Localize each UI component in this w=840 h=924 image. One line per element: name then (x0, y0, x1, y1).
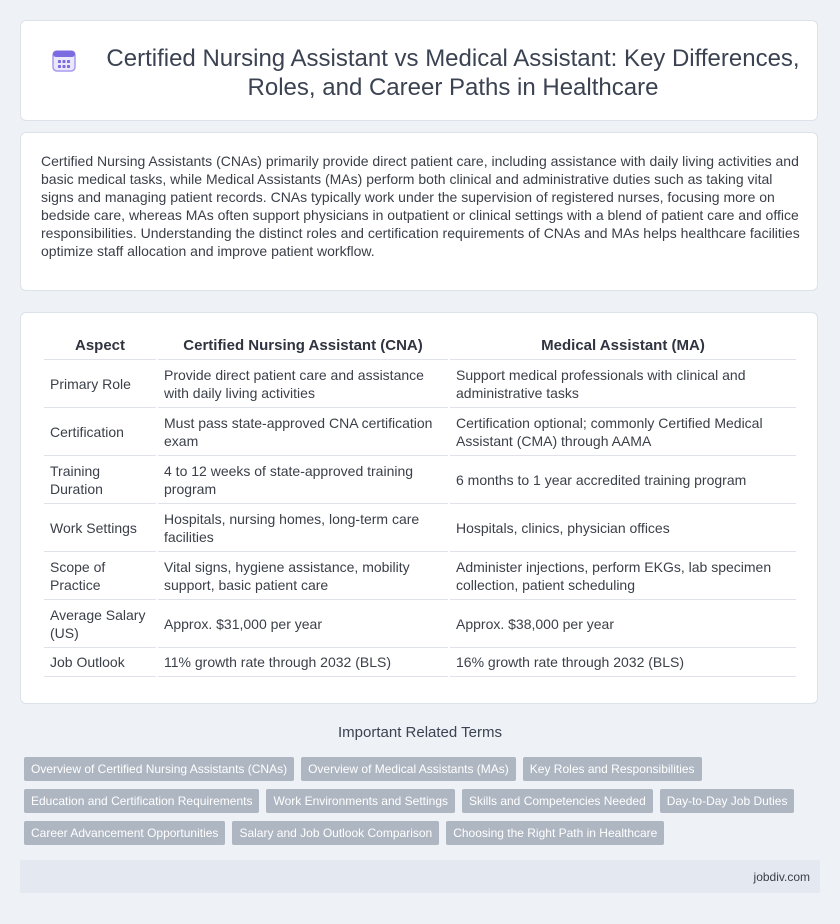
cell-aspect: Certification (44, 408, 156, 456)
cell-cna: Approx. $31,000 per year (158, 600, 448, 648)
related-terms-heading: Important Related Terms (338, 724, 502, 741)
cell-aspect: Primary Role (44, 360, 156, 408)
cell-cna: 11% growth rate through 2032 (BLS) (158, 648, 448, 677)
cell-ma: Certification optional; commonly Certified Medical Assistant (CMA) through AAMA (450, 408, 796, 456)
calendar-icon (51, 47, 77, 73)
header-card (20, 20, 818, 121)
intro-card (20, 132, 818, 291)
related-term-tag[interactable]: Skills and Competencies Needed (462, 789, 653, 813)
related-term-tag[interactable]: Key Roles and Responsibilities (523, 757, 702, 781)
page-title: Certified Nursing Assistant vs Medical Assistant: Key Differences, Roles, and Career Paths in Healthcare (106, 45, 800, 101)
table-row (44, 648, 796, 677)
cell-ma: 6 months to 1 year accredited training program (450, 456, 796, 504)
table-row (44, 600, 796, 648)
cell-cna: Provide direct patient care and assistance with daily living activities (158, 360, 448, 408)
header-aspect: Aspect (44, 332, 156, 360)
cell-ma: Administer injections, perform EKGs, lab specimen collection, patient scheduling (450, 552, 796, 600)
cell-ma: 16% growth rate through 2032 (BLS) (450, 648, 796, 677)
related-term-tag[interactable]: Career Advancement Opportunities (24, 821, 225, 845)
related-terms-list (24, 757, 824, 853)
cell-cna: 4 to 12 weeks of state-approved training program (158, 456, 448, 504)
related-term-tag[interactable]: Work Environments and Settings (266, 789, 455, 813)
table-row (44, 504, 796, 552)
cell-ma: Hospitals, clinics, physician offices (450, 504, 796, 552)
related-term-tag[interactable]: Overview of Certified Nursing Assistants (CNAs) (24, 757, 294, 781)
cell-aspect: Work Settings (44, 504, 156, 552)
cell-cna: Must pass state-approved CNA certification exam (158, 408, 448, 456)
intro-paragraph: Certified Nursing Assistants (CNAs) primarily provide direct patient care, including assistance with daily living activities and basic medical tasks, while Medical Assistants (MAs) perform both clinical and administrative duties such as taking vital signs and managing patient records. CNAs typically work under the supervision of registered nurses, focusing more on bedside care, whereas MAs often support physicians in outpatient or clinical settings with a blend of patient care and office responsibilities. Understanding the distinct roles and certification requirements of CNAs and MAs helps healthcare facilities optimize staff allocation and improve patient workflow. (41, 153, 800, 259)
footer-site-link[interactable]: jobdiv.com (753, 870, 810, 884)
cell-ma: Support medical professionals with clinical and administrative tasks (450, 360, 796, 408)
table-row (44, 552, 796, 600)
comparison-card (20, 312, 818, 704)
cell-aspect: Training Duration (44, 456, 156, 504)
related-term-tag[interactable]: Overview of Medical Assistants (MAs) (301, 757, 516, 781)
cell-cna: Hospitals, nursing homes, long-term care facilities (158, 504, 448, 552)
table-row (44, 360, 796, 408)
header-cna: Certified Nursing Assistant (CNA) (158, 332, 448, 360)
related-term-tag[interactable]: Day-to-Day Job Duties (660, 789, 795, 813)
comparison-table (42, 332, 798, 677)
table-row (44, 408, 796, 456)
cell-aspect: Job Outlook (44, 648, 156, 677)
table-header-row (44, 332, 796, 360)
cell-ma: Approx. $38,000 per year (450, 600, 796, 648)
related-term-tag[interactable]: Salary and Job Outlook Comparison (232, 821, 439, 845)
table-row (44, 456, 796, 504)
cell-cna: Vital signs, hygiene assistance, mobility support, basic patient care (158, 552, 448, 600)
cell-aspect: Average Salary (US) (44, 600, 156, 648)
related-term-tag[interactable]: Education and Certification Requirements (24, 789, 259, 813)
related-term-tag[interactable]: Choosing the Right Path in Healthcare (446, 821, 664, 845)
footer (20, 860, 820, 893)
cell-aspect: Scope of Practice (44, 552, 156, 600)
header-ma: Medical Assistant (MA) (450, 332, 796, 360)
